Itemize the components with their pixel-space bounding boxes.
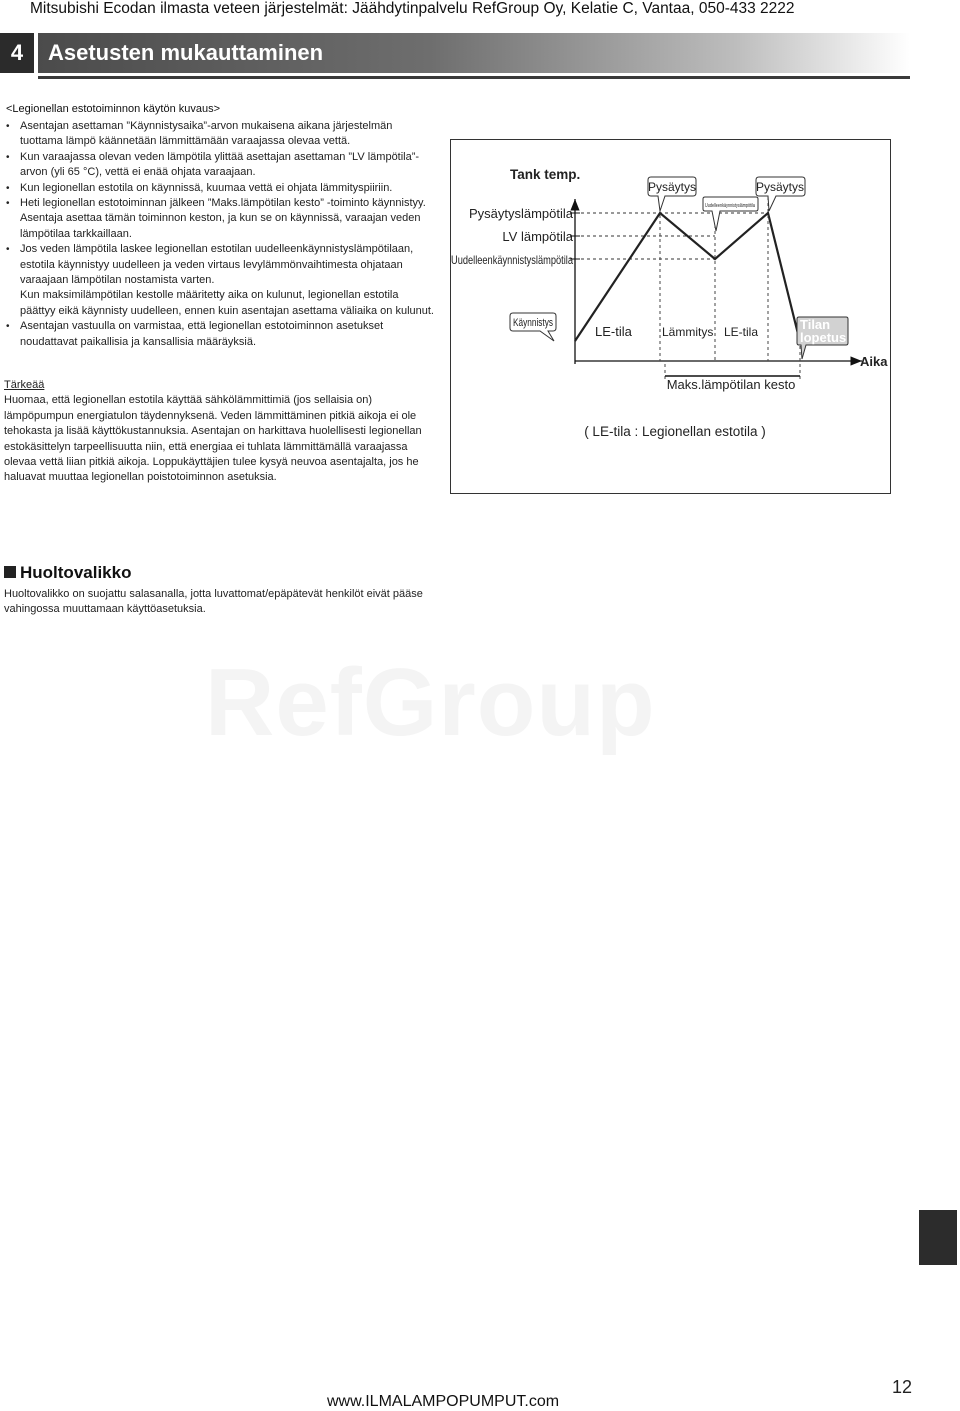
callout-end-line1: Tilan bbox=[800, 317, 831, 332]
page-number: 12 bbox=[892, 1377, 913, 1397]
diagram-legend: ( LE-tila : Legionellan estotila ) bbox=[584, 424, 766, 439]
bullet-text: Kun varaajassa olevan veden lämpötila ylittää asettajan asettaman ”LV lämpötila”-arvon (yli 65 °C), vettä ei enää ohjata varaajaan. bbox=[20, 150, 420, 179]
service-menu-title: Huoltovalikko bbox=[20, 563, 132, 582]
chapter-number: 4 bbox=[0, 33, 34, 73]
callout-restart-label: Uudelleenkäynnistyslämpötila bbox=[705, 203, 756, 209]
bullet-item bbox=[4, 242, 436, 319]
tank-temp-curve bbox=[575, 213, 800, 342]
y-axis-title: Tank temp. bbox=[510, 167, 581, 182]
level-label-stop: Pysäytyslämpötila bbox=[468, 206, 573, 221]
x-axis-title: Aika bbox=[860, 354, 888, 369]
bullet-item bbox=[4, 181, 436, 196]
phase-label-heating: Lämmitys bbox=[662, 325, 714, 339]
header-banner: Mitsubishi Ecodan ilmasta veteen järjestelmät: Jäähdytinpalvelu RefGroup Oy, Kelatie C, Vantaa, 050-433 2222 bbox=[30, 0, 795, 17]
watermark: RefGroup bbox=[205, 649, 656, 756]
bullet-text: Kun legionellan estotila on käynnissä, kuumaa vettä ei ohjata lämmityspiiriin. bbox=[20, 181, 393, 194]
service-menu-text: Huoltovalikko on suojattu salasanalla, jotta luvattomat/epäpätevät henkilöt eivät pääse vahingossa muuttamaan käyttöasetuksia. bbox=[4, 588, 423, 616]
bullet-text: Heti legionellan estotoiminnan jälkeen ”Maks.lämpötilan kesto” -toiminto käynnistyy. Asentaja asettaa tämän toiminnon keston, ja kun se on käynnissä, varaajan veden lämpötilaa tarkkaillaan. bbox=[20, 197, 426, 240]
footer-url: www.ILMALAMPOPUMPUT.com bbox=[327, 1393, 560, 1410]
chapter-title: Asetusten mukauttaminen bbox=[48, 40, 324, 65]
bullet-item bbox=[4, 196, 436, 242]
phase-label-le2: LE-tila bbox=[724, 325, 759, 339]
callout-stop1-label: Pysäytys bbox=[647, 180, 697, 194]
legionella-diagram bbox=[450, 139, 891, 494]
bullet-item bbox=[4, 119, 436, 150]
callout-stop2-label: Pysäytys bbox=[755, 180, 805, 194]
bullet-item bbox=[4, 150, 436, 181]
chapter-side-tab bbox=[919, 1210, 957, 1265]
callout-end-line2: lopetus bbox=[800, 330, 847, 345]
bullet-subtext: Kun maksimilämpötilan kestolle määritetty aika on kulunut, legionellan estotila päättyy eikä käynnisty uudelleen, ennen kuin asentajan asettama väliaika on kulunut. bbox=[20, 289, 434, 317]
bullet-item bbox=[4, 319, 436, 350]
callout-start-label: Käynnistys bbox=[513, 317, 554, 329]
bullet-text: Asentajan vastuulla on varmistaa, että legionellan estotoiminnon asetukset noudattavat paikallisia ja kansallisia määräyksiä. bbox=[20, 320, 384, 348]
legionella-heading: <Legionellan estotoiminnon käytön kuvaus> bbox=[6, 103, 221, 115]
level-label-dhw: LV lämpötila bbox=[502, 229, 573, 244]
important-note bbox=[4, 378, 434, 486]
heading-square-icon bbox=[4, 566, 16, 578]
important-heading: Tärkeää bbox=[4, 379, 45, 391]
legionella-bullet-list bbox=[4, 119, 436, 350]
duration-label: Maks.lämpötilan kesto bbox=[666, 377, 796, 392]
bullet-text: Asentajan asettaman ”Käynnistysaika”-arvon mukaisena aikana järjestelmän tuottama lämpö käännetään lämmittämään varaajassa olevaa vettä. bbox=[20, 120, 393, 148]
level-label-restart: Uudelleenkäynnistyslämpötila bbox=[451, 253, 574, 267]
chapter-rule bbox=[38, 76, 910, 79]
important-text: Huomaa, että legionellan estotila käyttää sähkölämmittimiä (jos sellaisia on) lämpöpumpun energiatulon täydennyksenä. Veden lämmittäminen pitkiä aikoja ei ole tehokasta ja lisää käyttökustannuksia. Asentajan on harkittava huolellisesti legionellan estokäsittelyn tarpeellisuutta niin, että energiaa ei tuhlata lämmittämällä varaajassa olevaa vettä liian pitkiä aikoja. Loppukäyttäjien tulee kysyä neuvoa asentajalta, jos he haluavat muuttaa legionellan poistotoiminnon asetuksia. bbox=[4, 394, 422, 484]
phase-label-le1: LE-tila bbox=[595, 324, 632, 339]
bullet-text: Jos veden lämpötila laskee legionellan estotilan uudelleenkäynnistyslämpötilaan, estotila käynnistyy uudelleen ja veden virtaus levylämmönvaihtimesta ohjataan varaajaan lämpötilan nostamista varten. bbox=[20, 243, 414, 287]
